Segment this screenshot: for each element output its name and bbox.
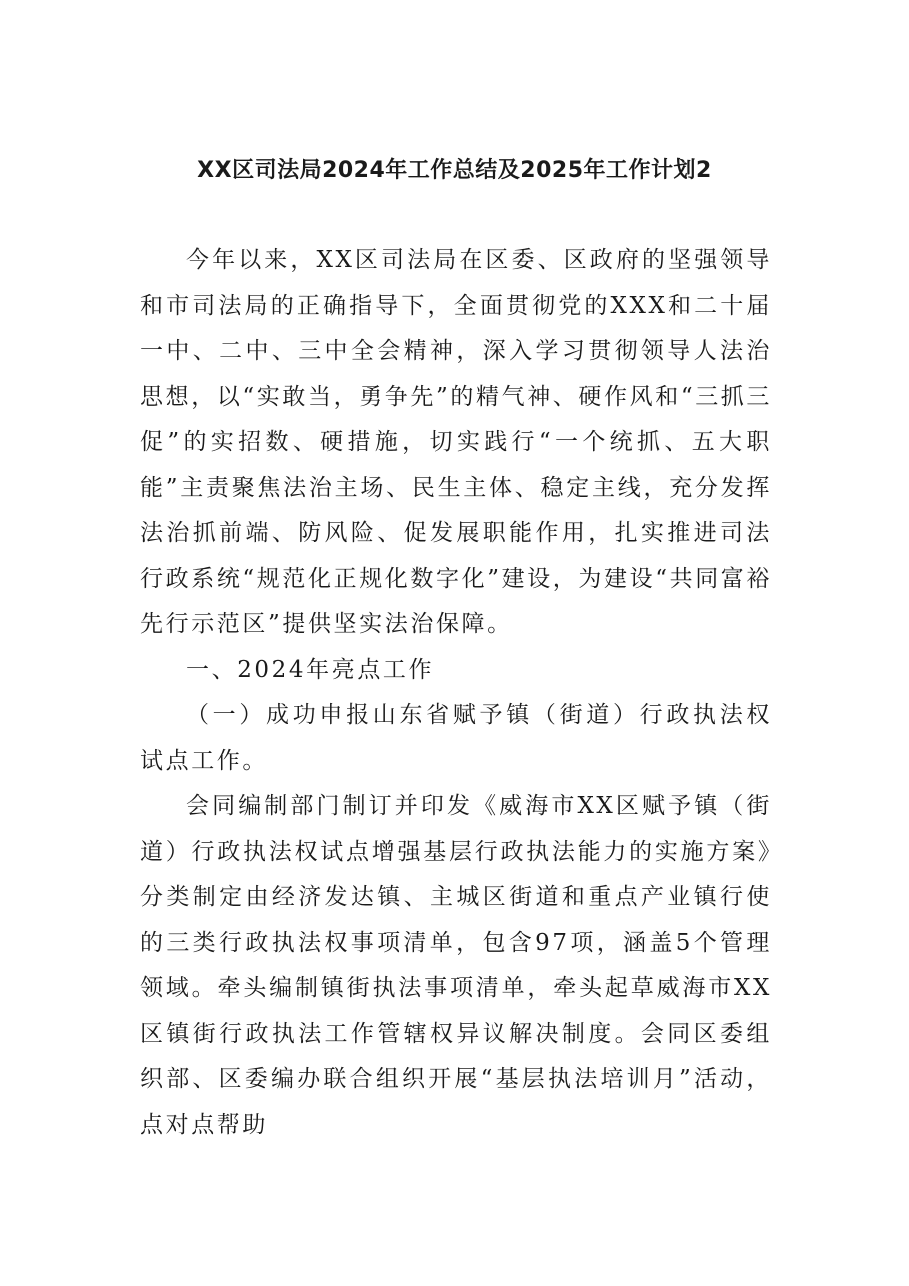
section-heading: 一、2024年亮点工作 [186,656,435,683]
document-title: XX区司法局2024年工作总结及2025年工作计划2 [197,158,712,183]
intro-paragraph: 今年以来，XX区司法局在区委、区政府的坚强领导和市司法局的正确指导下，全面贯彻党的XXX和二十届一中、二中、三中全会精神，深入学习贯彻领导人法治思想，以“实敢当，勇争先”的精气神、硬作风和“三抓三促”的实招数、硬措施，切实践行“一个统抓、五大职能”主责聚焦法治主场、民生主体、稳定主线，充分发挥法治抓前端、防风险、促发展职能作用，扎实推进司法行政系统“规范化正规化数字化”建设，为建设“共同富裕先行示范区”提供坚实法治保障。 [140,247,772,637]
body-paragraph: 会同编制部门制订并印发《威海市XX区赋予镇（街道）行政执法权试点增强基层行政执法能力的实施方案》分类制定由经济发达镇、主城区街道和重点产业镇行使的三类行政执法权事项清单，包含97项，涵盖5个管理领域。牵头编制镇街执法事项清单，牵头起草威海市XX区镇街行政执法工作管辖权异议解决制度。会同区委组织部、区委编办联合组织开展“基层执法培训月”活动，点对点帮助 [140,793,772,1138]
document-body [140,238,772,1148]
subsection-heading: （一）成功申报山东省赋予镇（街道）行政执法权试点工作。 [140,702,772,774]
